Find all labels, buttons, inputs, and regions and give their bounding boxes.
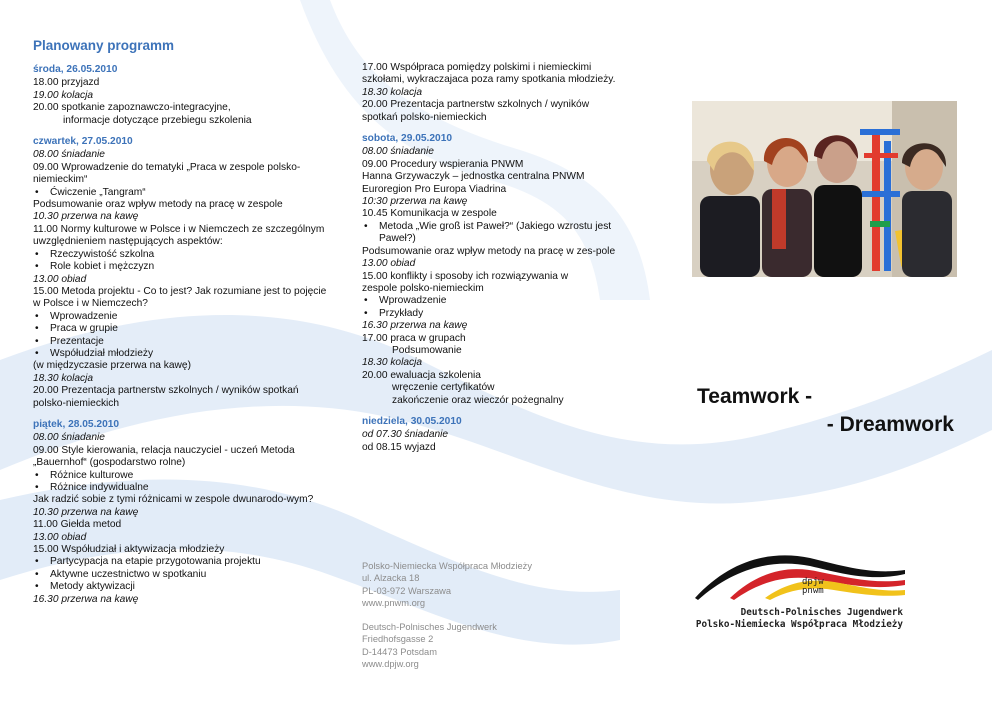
logo-line-de: Deutsch-Polnisches Jugendwerk — [740, 607, 903, 618]
schedule-line: Podsumowanie oraz wpływ metody na pracę w zespole — [33, 199, 283, 211]
contact-city-de: D-14473 Potsdam — [362, 646, 437, 657]
schedule-line: 15.00 konflikty i sposoby ich rozwiązywania w — [362, 270, 569, 282]
schedule-meal-break: 18.30 kolacja — [362, 357, 423, 369]
schedule-line: Podsumowanie oraz wpływ metody na pracę w zes-pole — [362, 245, 616, 257]
schedule-line: Hanna Grzywaczyk – jednostka centralna PNWM — [362, 171, 585, 183]
schedule-meal-break: 08.00 śniadanie — [33, 149, 105, 161]
contact-web-pl[interactable]: www.pnwm.org — [362, 597, 426, 608]
bullet-list — [362, 221, 622, 246]
schedule-line: wręczenie certyfikatów — [392, 382, 495, 394]
bullet-item: • Role kobiet i mężczyzn — [33, 261, 333, 273]
schedule-line: Jak radzić sobie z tymi różnicami w zespole dwunarodo-wym? — [33, 494, 314, 506]
schedule-line: 09.00 Wprowadzenie do tematyki „Praca w zespole polsko-niemieckim“ — [33, 161, 301, 186]
day-schedule — [362, 146, 622, 407]
schedule-line: 09.00 Style kierowania, relacja nauczyciel - uczeń Metoda „Bauernhof“ (gospodarstwo rolne) — [33, 444, 295, 469]
headline-line-1: Teamwork - — [697, 385, 813, 408]
headline-line-2: - Dreamwork — [826, 413, 954, 436]
day-heading: czwartek, 27.05.2010 — [33, 136, 133, 148]
dpjw-pnwm-logo — [690, 540, 910, 635]
program-days-list-2 — [362, 133, 622, 454]
bullet-list — [33, 470, 333, 495]
schedule-meal-break: 16.30 przerwa na kawę — [33, 593, 139, 605]
schedule-line: Euroregion Pro Europa Viadrina — [362, 183, 507, 195]
schedule-line: 17.00 praca w grupach — [362, 332, 466, 344]
schedule-line: zakończenie oraz wieczór pożegnalny — [392, 394, 564, 406]
bullet-list — [33, 249, 333, 274]
team-photo — [692, 101, 957, 277]
bullet-list — [33, 311, 333, 361]
schedule-line: 20.00 Prezentacja partnerstw szkolnych / wyników spotkań polsko-niemieckich — [33, 385, 299, 409]
schedule-line: informacje dotyczące przebiegu szkolenia — [63, 114, 252, 126]
bullet-item: • Różnice indywidualne — [33, 482, 333, 494]
bullet-list — [362, 295, 622, 320]
schedule-line: 11.00 Giełda metod — [33, 519, 122, 531]
bullet-item: • Rzeczywistość szkolna — [33, 249, 333, 261]
bullet-list — [33, 187, 333, 199]
schedule-meal-break: 10.30 przerwa na kawę — [33, 506, 139, 518]
day-schedule — [362, 429, 622, 454]
contact-org-de: Deutsch-Polnisches Jugendwerk — [362, 622, 497, 633]
schedule-line: 20.00 ewaluacja szkolenia — [362, 369, 481, 381]
bullet-list — [33, 556, 333, 593]
schedule-line: 15.00 Współudział i aktywizacja młodzieży — [33, 544, 225, 556]
program-column-2 — [362, 62, 622, 454]
bullet-item: • Wprowadzenie — [33, 311, 333, 323]
program-days-list — [33, 64, 333, 606]
schedule-meal-break: 13.00 obiad — [362, 258, 416, 270]
schedule-line: Podsumowanie — [392, 344, 462, 356]
logo-flag-swoosh — [690, 540, 910, 604]
schedule-meal-break: 16.30 przerwa na kawę — [362, 320, 468, 332]
bullet-item: • Ćwiczenie „Tangram“ — [33, 187, 333, 199]
contact-city-pl: PL-03-972 Warszawa — [362, 585, 452, 596]
bullet-item: • Metody aktywizacji — [33, 581, 333, 593]
schedule-meal-break: 08.00 śniadanie — [362, 146, 434, 158]
schedule-line: 18.00 przyjazd — [33, 77, 100, 89]
bullet-item: • Różnice kulturowe — [33, 470, 333, 482]
schedule-line: 15.00 Metoda projektu - Co to jest? Jak rozumiane jest to pojęcie w Polsce i w Niemczech? — [33, 285, 327, 310]
bullet-item: • Aktywne uczestnictwo w spotkaniu — [33, 569, 333, 581]
day-schedule — [33, 149, 333, 410]
schedule-line: 09.00 Procedury wspierania PNWM — [362, 158, 524, 170]
bullet-item: • Prezentacje — [33, 336, 333, 348]
bullet-item: • Wprowadzenie — [362, 295, 622, 307]
schedule-line: 20.00 Prezentacja partnerstw szkolnych / wyników spotkań polsko-niemieckich — [362, 99, 590, 123]
contact-block — [362, 560, 602, 670]
logo-abbr-dpjw: dpjw — [802, 577, 824, 587]
schedule-meal-break: 08.00 śniadanie — [33, 432, 105, 444]
day-heading: sobota, 29.05.2010 — [362, 133, 453, 145]
friday-continuation — [362, 62, 622, 124]
schedule-meal-break: 13.00 obiad — [33, 273, 87, 285]
program-column-1 — [33, 38, 333, 606]
logo-abbr — [802, 578, 824, 596]
logo-line-pl: Polsko-Niemiecka Współpraca Młodzieży — [695, 619, 903, 630]
day-heading: piątek, 28.05.2010 — [33, 418, 120, 430]
schedule-line: 20.00 spotkanie zapoznawczo-integracyjne, — [33, 102, 231, 114]
logo-abbr-pnwm: pnwm — [802, 586, 824, 596]
bullet-item: • Przykłady — [362, 308, 622, 320]
schedule-meal-break: 19.00 kolacja — [33, 89, 94, 101]
contact-org-pl: Polsko-Niemiecka Współpraca Młodzieży — [362, 561, 532, 571]
schedule-line: 17.00 Współpraca pomiędzy polskimi i niemieckimi szkołami, wykraczajaca poza ramy spotkania młodzieży. — [362, 62, 616, 86]
day-heading: niedziela, 30.05.2010 — [362, 415, 462, 427]
schedule-line: 10.45 Komunikacja w zespole — [362, 208, 497, 220]
schedule-meal-break: 10:30 przerwa na kawę — [362, 196, 468, 208]
bullet-item: • Praca w grupie — [33, 323, 333, 335]
day-schedule — [33, 77, 333, 127]
schedule-meal-break: od 07.30 śniadanie — [362, 429, 449, 441]
day-schedule — [33, 432, 333, 606]
program-title: Planowany programm — [33, 38, 175, 53]
bullet-item: • Metoda „Wie groß ist Paweł?“ (Jakiego wzrostu jest Paweł?) — [362, 221, 622, 246]
schedule-line: zespole polsko-niemieckim — [362, 282, 484, 294]
schedule-line: 11.00 Normy kulturowe w Polsce i w Niemczech ze szczególnym uwzględnieniem następujących aspektów: — [33, 223, 325, 248]
contact-street-pl: ul. Alzacka 18 — [362, 573, 420, 584]
bullet-item: • Partycypacja na etapie przygotowania projektu — [33, 556, 333, 568]
day-heading: środa, 26.05.2010 — [33, 64, 118, 75]
schedule-line: od 08.15 wyjazd — [362, 441, 436, 453]
contact-web-de[interactable]: www.dpjw.org — [362, 659, 419, 670]
schedule-line: (w międzyczasie przerwa na kawę) — [33, 360, 191, 372]
bullet-item: • Współudział młodzieży — [33, 348, 333, 360]
schedule-meal-break: 18.30 kolacja — [33, 372, 94, 384]
schedule-meal-break: 18.30 kolacja — [362, 86, 423, 98]
schedule-meal-break: 10.30 przerwa na kawę — [33, 211, 139, 223]
schedule-meal-break: 13.00 obiad — [33, 531, 87, 543]
contact-street-de: Friedhofsgasse 2 — [362, 634, 434, 645]
